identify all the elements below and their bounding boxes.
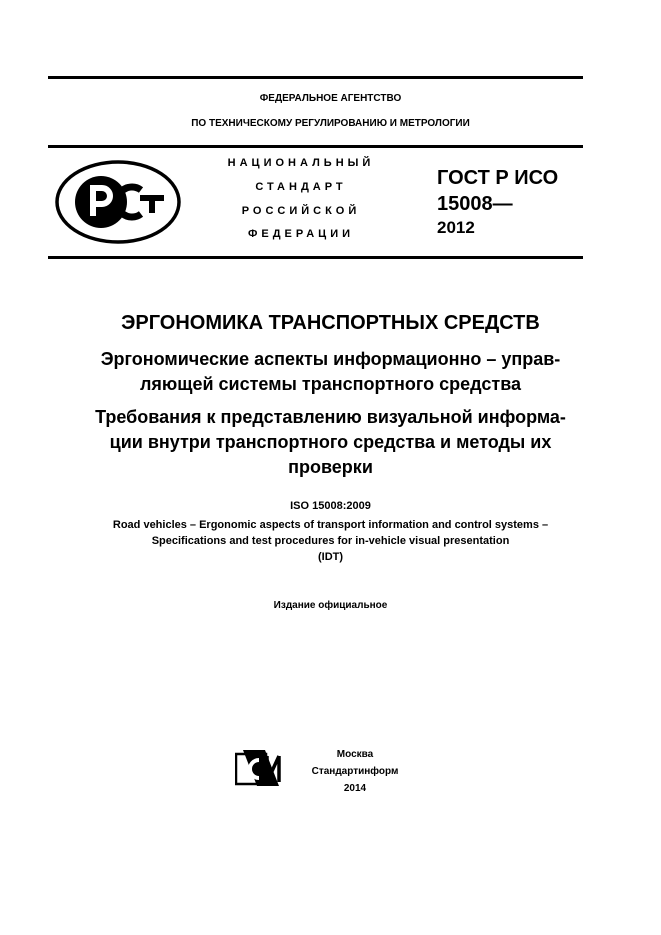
- standard-type-line: СТАНДАРТ: [255, 181, 347, 193]
- standartinform-logo-icon: [235, 748, 287, 788]
- header-divider: [48, 145, 583, 148]
- rst-logo-icon: [55, 160, 181, 244]
- edition-label: Издание официальное: [273, 600, 388, 611]
- subtitle-1: [0, 347, 661, 397]
- english-title: [0, 517, 661, 565]
- english-title-line-1: Road vehicles – Ergonomic aspects of transport information and control systems –: [112, 519, 549, 531]
- agency-line-2: ПО ТЕХНИЧЕСКОМУ РЕГУЛИРОВАНИЮ И МЕТРОЛОГИИ: [191, 118, 470, 129]
- subtitle-2: [0, 405, 661, 480]
- top-rule: [48, 76, 583, 79]
- iso-reference: ISO 15008:2009: [290, 500, 371, 512]
- subtitle-1-line-1: Эргономические аспекты информационно – управ-: [100, 349, 561, 369]
- subtitle-1-line-2: ляющей системы транспортного средства: [139, 374, 522, 394]
- equivalence-degree: (IDT): [317, 551, 344, 563]
- subtitle-2-line-3: проверки: [288, 457, 373, 477]
- document-title: ЭРГОНОМИКА ТРАНСПОРТНЫХ СРЕДСТВ: [121, 312, 540, 334]
- standard-type-line: РОССИЙСКОЙ: [241, 205, 361, 217]
- subtitle-2-line-1: Требования к представлению визуальной информа-: [95, 407, 566, 427]
- publication-year: 2014: [343, 783, 367, 794]
- agency-line-1: ФЕДЕРАЛЬНОЕ АГЕНТСТВО: [259, 93, 402, 104]
- standard-designation-year: 2012: [437, 218, 475, 237]
- publisher-name: Стандартинформ: [311, 766, 399, 777]
- standard-designation-line-2: 15008—: [437, 193, 513, 215]
- subtitle-2-line-2: ции внутри транспортного средства и методы их: [109, 432, 552, 452]
- header-bottom-rule: [48, 256, 583, 259]
- english-title-line-2: Specifications and test procedures for in-vehicle visual presentation: [151, 535, 510, 547]
- standard-type-line: ФЕДЕРАЦИИ: [247, 228, 355, 240]
- standard-designation-line-1: ГОСТ Р ИСО: [437, 167, 559, 189]
- publisher-city: Москва: [336, 749, 374, 760]
- standard-type-line: НАЦИОНАЛЬНЫЙ: [227, 157, 375, 169]
